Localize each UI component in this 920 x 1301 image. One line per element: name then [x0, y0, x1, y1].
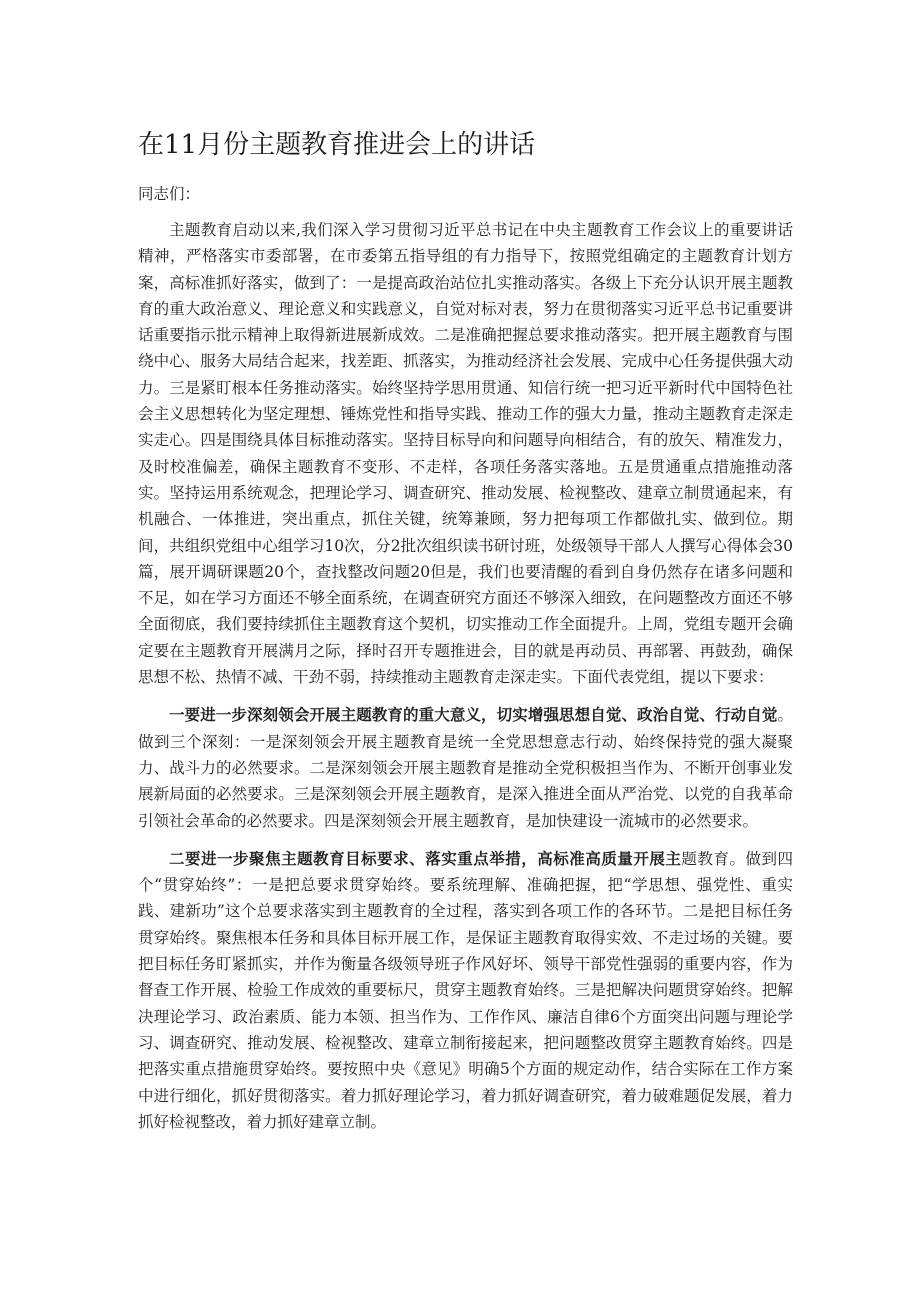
section-2-body: 题教育。做到四个“贯穿始终”：一是把总要求贯穿始终。要系统理解、准确把握，把“学思想、强党性、重实践、建新功”这个总要求落实到主题教育的全过程，落实到各项工作的各环节。二是把目标任务贯穿始终。聚焦根本任务和具体目标开展工作，是保证主题教育取得实效、不走过场的关键。要把目标任务盯紧抓实，并作为衡量各级领导班子作风好坏、领导干部党性强弱的重要内容，作为督查工作开展、检验工作成效的重要标尺，贯穿主题教育始终。三是把解决问题贯穿始终。把解决理论学习、政治素质、能力本领、担当作为、工作作风、廉洁自律6个方面突出问题与理论学习、调查研究、推动发展、检视整改、建章立制衔接起来，把问题整改贯穿主题教育始终。四是把落实重点措施贯穿始终。要按照中央《意见》明确5个方面的规定动作，结合实际在工作方案中进行细化，抓好贯彻落实。着力抓好理论学习，着力抓好调查研究，着力破难题促发展，着力抓好检视整改，着力抓好建章立制。 [138, 849, 793, 1131]
section-1-heading: 一要进一步深刻领会开展主题教育的重大意义，切实增强思想自觉、政治自觉、行动自觉 [169, 705, 778, 725]
salutation: 同志们： [138, 185, 201, 203]
section-1-paragraph [138, 702, 793, 833]
intro-paragraph: 主题教育启动以来,我们深入学习贯彻习近平总书记在中央主题教育工作会议上的重要讲话精神，严格落实市委部署，在市委第五指导组的有力指导下，按照党组确定的主题教育计划方案，高标准抓好落实，做到了：一是提高政治站位扎实推动落实。各级上下充分认识开展主题教育的重大政治意义、理论意义和实践意义，自觉对标对表，努力在贯彻落实习近平总书记重要讲话重要指示批示精神上取得新进展新成效。二是准确把握总要求推动落实。把开展主题教育与围绕中心、服务大局结合起来，找差距、抓落实，为推动经济社会发展、完成中心任务提供强大动力。三是紧盯根本任务推动落实。始终坚持学思用贯通、知信行统一把习近平新时代中国特色社会主义思想转化为坚定理想、锤炼党性和指导实践、推动工作的强大力量，推动主题教育走深走实走心。四是围绕具体目标推动落实。坚持目标导向和问题导向相结合，有的放矢、精准发力，及时校准偏差，确保主题教育不变形、不走样，各项任务落实落地。五是贯通重点措施推动落实。坚持运用系统观念，把理论学习、调查研究、推动发展、检视整改、建章立制贯通起来，有机融合、一体推进，突出重点，抓住关键，统筹兼顾，努力把每项工作都做扎实、做到位。期间，共组织党组中心组学习10次，分2批次组织读书研讨班，处级领导干部人人撰写心得体会30篇，展开调研课题20个，查找整改问题20但是，我们也要清醒的看到自身仍然存在诸多问题和不足，如在学习方面还不够全面系统，在调查研究方面还不够深入细致，在问题整改方面还不够全面彻底，我们要持续抓住主题教育这个契机，切实推动工作全面提升。上周，党组专题开会确定要在主题教育开展满月之际，择时召开专题推进会，目的就是再动员、再部署、再鼓劲，确保思想不松、热情不减、干劲不弱，持续推动主题教育走深走实。下面代表党组，提以下要求： [138, 221, 793, 687]
document-page [138, 127, 793, 1135]
document-title: 在11月份主题教育推进会上的讲话 [138, 130, 536, 160]
section-2-heading: 二要进一步聚焦主题教育目标要求、落实重点举措，高标准高质量开展主 [169, 848, 682, 868]
section-1-body: 。做到三个深刻：一是深刻领会开展主题教育是统一全党思想意志行动、始终保持党的强大凝聚力、战斗力的必然要求。二是深刻领会开展主题教育是推动全党积极担当作为、不断开创事业发展新局面的必然要求。三是深刻领会开展主题教育，是深入推进全面从严治党、以党的自我革命引领社会革命的必然要求。四是深刻领会开展主题教育，是加快建设一流城市的必然要求。 [138, 706, 793, 830]
section-2-paragraph [138, 846, 793, 1135]
